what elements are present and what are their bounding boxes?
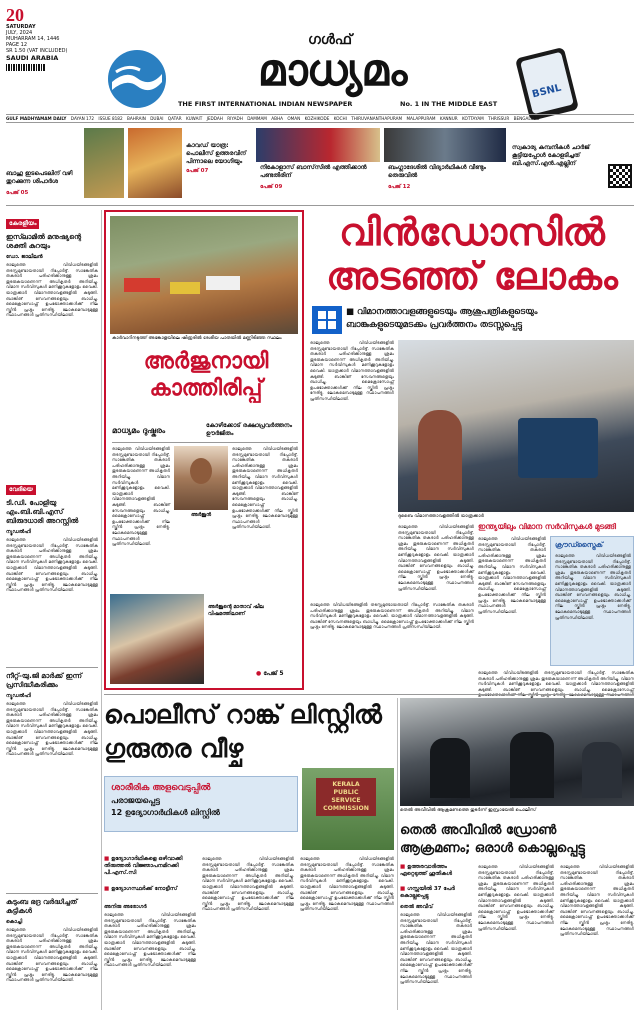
article-body: രാജ്യത്തെ വിവിധയിടങ്ങളിൽ തടസ്സമുണ്ടായതായി റിപ്പോർട്ട്. സാങ്കേതിക തകരാർ പരിഹരിക്കാനുള്ള ശ്രമം തുടരുകയാണെന്ന് അധികൃതർ അറിയിച്ചു. വിമാന സർവിസുകൾ മണിക്കൂറുകളോളം വൈകി. യാത്രക്കാർ വിമാനത്താവളങ്ങളിൽ കുടുങ്ങി. ബാങ്കിങ് സേവനങ്ങളെയും ബാധിച്ചു. മൈക്രോസോഫ്റ്റ് ഉപഭോക്താക്കൾക്ക് നീല സ്ക്രീൻ പ്രശ്നം നേരിട്ടു. ലോകമെമ്പാടുമുള്ള സ്ഥാപനങ്ങൾ പ്രതിസന്ധിയിലായി.	[6, 262, 98, 318]
date-line: JULY, 2024	[6, 30, 33, 36]
byline: ഡോ. ജാലീലൻ	[6, 254, 43, 260]
city-strip-item: ABHA	[271, 116, 284, 121]
photo-caption: കാർവാറിനടുത്ത് അങ്കോളയിലെ ഷിരൂരിൽ ദേശീയ പാതയിൽ മണ്ണിടിഞ്ഞ സ്ഥലം	[112, 336, 282, 341]
article-body: രാജ്യത്തെ വിവിധയിടങ്ങളിൽ തടസ്സമുണ്ടായതായി റിപ്പോർട്ട്. സാങ്കേതിക തകരാർ പരിഹരിക്കാനുള്ള ശ്രമം തുടരുകയാണെന്ന് അധികൃതർ അറിയിച്ചു. വിമാന സർവിസുകൾ മണിക്കൂറുകളോളം വൈകി. യാത്രക്കാർ വിമാനത്താവളങ്ങളിൽ കുടുങ്ങി. ബാങ്കിങ് സേവനങ്ങളെയും ബാധിച്ചു. മൈക്രോസോഫ്റ്റ് ഉപഭോക്താക്കൾക്ക് നീല സ്ക്രീൻ പ്രശ്നം നേരിട്ടു. ലോകമെമ്പാടുമുള്ള സ്ഥാപനങ്ങൾ പ്രതിസന്ധിയിലായി.	[310, 602, 474, 630]
teaser-item[interactable]: സ്വകാര്യ കമ്പനികൾ ചാർജ് കൂട്ടിയപ്പോൾ കോളടിച്ചത് ബി.എസ്.എൻ.എല്ലിന്	[508, 126, 634, 202]
barcode	[6, 64, 46, 71]
article-body: രാജ്യത്തെ വിവിധയിടങ്ങളിൽ തടസ്സമുണ്ടായതായി റിപ്പോർട്ട്. സാങ്കേതിക തകരാർ പരിഹരിക്കാനുള്ള ശ്രമം തുടരുകയാണെന്ന് അധികൃതർ അറിയിച്ചു. വിമാന സർവിസുകൾ മണിക്കൂറുകളോളം വൈകി. യാത്രക്കാർ വിമാനത്താവളങ്ങളിൽ കുടുങ്ങി. ബാങ്കിങ് സേവനങ്ങളെയും ബാധിച്ചു. മൈക്രോസോഫ്റ്റ് ഉപഭോക്താക്കൾക്ക് നീല സ്ക്രീൻ പ്രശ്നം നേരിട്ടു. ലോകമെമ്പാടുമുള്ള സ്ഥാപനങ്ങൾ പ്രതിസന്ധിയിലായി.	[112, 446, 170, 547]
city-strip-item: JEDDAH	[206, 116, 223, 121]
kicker: കോഴിക്കോട് രക്ഷാപ്രവർത്തനം ഊർജിതം	[206, 422, 293, 437]
police-headline-line1[interactable]: പൊലീസ് റാങ്ക് ലിസ്റ്റിൽ	[104, 700, 382, 729]
tagline-right: No. 1 IN THE MIDDLE EAST	[400, 100, 498, 108]
bullet-icon: ■	[346, 307, 355, 317]
mother-photo	[110, 594, 204, 684]
city-strip	[6, 114, 634, 123]
city-strip-item: DAMMAM	[247, 116, 267, 121]
byline: ന്യൂഡൽഹി	[6, 529, 31, 535]
bullet-item: ■ ഉദ്യോഗസ്ഥർക്ക് നോട്ടീസ്	[104, 886, 178, 892]
byline: തെൽ അവീവ്	[400, 904, 433, 910]
byline: അനിരു അരോഗർ	[104, 904, 147, 910]
byline: ന്യൂഡൽഹി	[6, 693, 31, 699]
city-strip-item: KANNUR	[439, 116, 458, 121]
crowdstrike-tag: ക്രൗഡ്സ്ട്രൈക്	[555, 541, 603, 549]
article-body: രാജ്യത്തെ വിവിധയിടങ്ങളിൽ തടസ്സമുണ്ടായതായി റിപ്പോർട്ട്. സാങ്കേതിക തകരാർ പരിഹരിക്കാനുള്ള ശ്രമം തുടരുകയാണെന്ന് അധികൃതർ അറിയിച്ചു. വിമാന സർവിസുകൾ മണിക്കൂറുകളോളം വൈകി. യാത്രക്കാർ വിമാനത്താവളങ്ങളിൽ കുടുങ്ങി. ബാങ്കിങ് സേവനങ്ങളെയും ബാധിച്ചു. മൈക്രോസോഫ്റ്റ് ഉപഭോക്താക്കൾക്ക് നീല സ്ക്രീൻ പ്രശ്നം നേരിട്ടു. ലോകമെമ്പാടുമുള്ള സ്ഥാപനങ്ങൾ പ്രതിസന്ധിയിലായി.	[555, 553, 631, 620]
section-tag: കേരളീയം	[6, 219, 39, 229]
police-headline-line2[interactable]: ഗുരുതര വീഴ്ച	[104, 734, 244, 763]
article-title[interactable]: ടി.ഡി. പോളിയു എം.ബി.ബി.എസ് ബിരുദധാരി അറസ്റ്റിൽ	[6, 499, 79, 525]
main-headline-line2[interactable]: അടഞ്ഞ് ലോകം	[326, 254, 618, 298]
article-title[interactable]: നീറ്റ്-യു.ജി മാർക്ക് ഇന്ന് പ്രസിദ്ധീകരിക്കും	[6, 667, 98, 690]
bullet-item: ■ ഉത്തരവാദിത്തം ഏറ്റെടുത്ത് ഹൂതികൾ	[400, 864, 452, 877]
police-photo	[400, 698, 634, 806]
city-strip-item: GULF MADHYAMAM DAILY	[6, 116, 67, 121]
left-column	[6, 210, 98, 1010]
article-body: രാജ്യത്തെ വിവിധയിടങ്ങളിൽ തടസ്സമുണ്ടായതായി റിപ്പോർട്ട്. സാങ്കേതിക തകരാർ പരിഹരിക്കാനുള്ള ശ്രമം തുടരുകയാണെന്ന് അധികൃതർ അറിയിച്ചു. വിമാന സർവിസുകൾ മണിക്കൂറുകളോളം വൈകി. യാത്രക്കാർ വിമാനത്താവളങ്ങളിൽ കുടുങ്ങി. ബാങ്കിങ് സേവനങ്ങളെയും ബാധിച്ചു. മൈക്രോസോഫ്റ്റ് ഉപഭോക്താക്കൾക്ക് നീല സ്ക്രീൻ പ്രശ്നം നേരിട്ടു. ലോകമെമ്പാടുമുള്ള സ്ഥാപനങ്ങൾ പ്രതിസന്ധിയിലായി.	[400, 912, 472, 985]
police-story	[104, 698, 394, 1010]
city-strip-item: MALAPPURAM	[406, 116, 436, 121]
article-body: രാജ്യത്തെ വിവിധയിടങ്ങളിൽ തടസ്സമുണ്ടായതായി റിപ്പോർട്ട്. സാങ്കേതിക തകരാർ പരിഹരിക്കാനുള്ള ശ്രമം തുടരുകയാണെന്ന് അധികൃതർ അറിയിച്ചു. വിമാന സർവിസുകൾ മണിക്കൂറുകളോളം വൈകി. യാത്രക്കാർ വിമാനത്താവളങ്ങളിൽ കുടുങ്ങി. ബാങ്കിങ് സേവനങ്ങളെയും ബാധിച്ചു. മൈക്രോസോഫ്റ്റ് ഉപഭോക്താക്കൾക്ക് നീല സ്ക്രീൻ പ്രശ്നം നേരിട്ടു. ലോകമെമ്പാടുമുള്ള സ്ഥാപനങ്ങൾ പ്രതിസന്ധിയിലായി.	[310, 340, 394, 401]
main-headline-line1[interactable]: വിൻഡോസിൽ	[339, 210, 605, 254]
teaser-strip	[6, 126, 634, 204]
bullet-icon: ■	[104, 856, 110, 862]
tagline-left: THE FIRST INTERNATIONAL INDIAN NEWSPAPER	[178, 100, 353, 108]
page-reference[interactable]: ● പേജ് 5	[256, 670, 284, 677]
box-line: ശാരീരിക അളവെടുപ്പിൽ	[111, 783, 211, 793]
date-line: PAGE 12	[6, 42, 28, 48]
article-body: രാജ്യത്തെ വിവിധയിടങ്ങളിൽ തടസ്സമുണ്ടായതായി റിപ്പോർട്ട്. സാങ്കേതിക തകരാർ പരിഹരിക്കാനുള്ള ശ്രമം തുടരുകയാണെന്ന് അധികൃതർ അറിയിച്ചു. വിമാന സർവിസുകൾ മണിക്കൂറുകളോളം വൈകി. യാത്രക്കാർ വിമാനത്താവളങ്ങളിൽ കുടുങ്ങി. ബാങ്കിങ് സേവനങ്ങളെയും ബാധിച്ചു. മൈക്രോസോഫ്റ്റ് ഉപഭോക്താക്കൾക്ക് നീല സ്ക്രീൻ പ്രശ്നം നേരിട്ടു. ലോകമെമ്പാടുമുള്ള സ്ഥാപനങ്ങൾ പ്രതിസന്ധിയിലായി.	[232, 446, 298, 530]
date-block	[6, 6, 96, 71]
article-body: രാജ്യത്തെ വിവിധയിടങ്ങളിൽ തടസ്സമുണ്ടായതായി റിപ്പോർട്ട്. സാങ്കേതിക തകരാർ പരിഹരിക്കാനുള്ള ശ്രമം തുടരുകയാണെന്ന് അധികൃതർ അറിയിച്ചു. വിമാന സർവിസുകൾ മണിക്കൂറുകളോളം വൈകി. യാത്രക്കാർ വിമാനത്താവളങ്ങളിൽ കുടുങ്ങി. ബാങ്കിങ് സേവനങ്ങളെയും ബാധിച്ചു. മൈക്രോസോഫ്റ്റ് ഉപഭോക്താക്കൾക്ക് നീല സ്ക്രീൻ പ്രശ്നം നേരിട്ടു. ലോകമെമ്പാടുമുള്ള സ്ഥാപനങ്ങൾ പ്രതിസന്ധിയിലായി.	[104, 912, 196, 968]
city-strip-item: BENGALURU	[513, 116, 540, 121]
masthead-title: മാധ്യമം	[257, 45, 407, 96]
article-body: രാജ്യത്തെ വിവിധയിടങ്ങളിൽ തടസ്സമുണ്ടായതായി റിപ്പോർട്ട്. സാങ്കേതിക തകരാർ പരിഹരിക്കാനുള്ള ശ്രമം തുടരുകയാണെന്ന് അധികൃതർ അറിയിച്ചു. വിമാന സർവിസുകൾ മണിക്കൂറുകളോളം വൈകി. യാത്രക്കാർ വിമാനത്താവളങ്ങളിൽ കുടുങ്ങി. ബാങ്കിങ് സേവനങ്ങളെയും ബാധിച്ചു. മൈക്രോസോഫ്റ്റ് ഉപഭോക്താക്കൾക്ക് നീല സ്ക്രീൻ പ്രശ്നം നേരിട്ടു. ലോകമെമ്പാടുമുള്ള സ്ഥാപനങ്ങൾ പ്രതിസന്ധിയിലായി.	[478, 536, 546, 614]
city-strip-item: BAHRAIN	[126, 116, 146, 121]
portrait-label: അർജുൻ	[190, 512, 212, 518]
date-line: SATURDAY	[6, 24, 36, 30]
city-strip-item: RIYADH	[227, 116, 243, 121]
article-body: രാജ്യത്തെ വിവിധയിടങ്ങളിൽ തടസ്സമുണ്ടായതായി റിപ്പോർട്ട്. സാങ്കേതിക തകരാർ പരിഹരിക്കാനുള്ള ശ്രമം തുടരുകയാണെന്ന് അധികൃതർ അറിയിച്ചു. വിമാന സർവിസുകൾ മണിക്കൂറുകളോളം വൈകി. യാത്രക്കാർ വിമാനത്താവളങ്ങളിൽ കുടുങ്ങി. ബാങ്കിങ് സേവനങ്ങളെയും ബാധിച്ചു. മൈക്രോസോഫ്റ്റ് ഉപഭോക്താക്കൾക്ക് നീല സ്ക്രീൻ പ്രശ്നം നേരിട്ടു. ലോകമെമ്പാടുമുള്ള സ്ഥാപനങ്ങൾ പ്രതിസന്ധിയിലായി.	[300, 856, 394, 912]
bullet-item: ■ ഗസ്സയിൽ 37 പേർ കൊല്ലപ്പെട്ടു	[400, 886, 455, 899]
teaser-item[interactable]: ബാഹു ഇടപെടലിന് വഴി തുറക്കുന്ന ശിപാർശ പേജ് 05	[6, 126, 124, 202]
subheadline: ■ വിമാനത്താവളങ്ങളുടെയും ആശുപത്രികളുടെയും ബാങ്കുകളുടെയുമടക്കം പ്രവർത്തനം തടസ്സപ്പെട്ടു	[346, 307, 538, 330]
drone-story	[400, 698, 634, 1010]
crowdstrike-box	[550, 536, 634, 666]
article-body: രാജ്യത്തെ വിവിധയിടങ്ങളിൽ തടസ്സമുണ്ടായതായി റിപ്പോർട്ട്. സാങ്കേതിക തകരാർ പരിഹരിക്കാനുള്ള ശ്രമം തുടരുകയാണെന്ന് അധികൃതർ അറിയിച്ചു. വിമാന സർവിസുകൾ മണിക്കൂറുകളോളം വൈകി. യാത്രക്കാർ വിമാനത്താവളങ്ങളിൽ കുടുങ്ങി. ബാങ്കിങ് സേവനങ്ങളെയും ബാധിച്ചു. മൈക്രോസോഫ്റ്റ് ഉപഭോക്താക്കൾക്ക് നീല സ്ക്രീൻ പ്രശ്നം നേരിട്ടു. ലോകമെമ്പാടുമുള്ള സ്ഥാപനങ്ങൾ പ്രതിസന്ധിയിലായി.	[478, 864, 554, 931]
box-line: 12 ഉദ്യോഗാർഥികൾ ലിസ്റ്റിൽ	[111, 808, 220, 817]
city-strip-item: THRISSUR	[488, 116, 510, 121]
section-tag: വേദിയെ	[6, 485, 36, 495]
edition-tag: ഗൾഫ്	[307, 32, 353, 48]
box-line: പരാജയപ്പെട്ട	[111, 796, 160, 805]
date-day: 20	[6, 5, 24, 25]
arrow-icon: ●	[256, 670, 262, 677]
article-title[interactable]: ഇസ്‍ലാമിൽ മനുഷ്യന്റെ ശക്തി കുറയും	[6, 233, 82, 250]
article-body: രാജ്യത്തെ വിവിധയിടങ്ങളിൽ തടസ്സമുണ്ടായതായി റിപ്പോർട്ട്. സാങ്കേതിക തകരാർ പരിഹരിക്കാനുള്ള ശ്രമം തുടരുകയാണെന്ന് അധികൃതർ അറിയിച്ചു. വിമാന സർവിസുകൾ മണിക്കൂറുകളോളം വൈകി. യാത്രക്കാർ വിമാനത്താവളങ്ങളിൽ കുടുങ്ങി. ബാങ്കിങ് സേവനങ്ങളെയും ബാധിച്ചു. മൈക്രോസോഫ്റ്റ് ഉപഭോക്താക്കൾക്ക് നീല സ്ക്രീൻ പ്രശ്നം നേരിട്ടു. ലോകമെമ്പാടുമുള്ള സ്ഥാപനങ്ങൾ പ്രതിസന്ധിയിലായി.	[202, 856, 294, 912]
bsnl-logo: BSNL	[531, 82, 563, 101]
date-line: MUHARRAM 14, 1446	[6, 36, 60, 42]
city-strip-item: KOCHI	[333, 116, 347, 121]
byline: കൊച്ചി	[6, 919, 23, 925]
photo-caption: ദുബൈ വിമാനത്താവളത്തിൽ യാത്രക്കാർ	[398, 514, 484, 519]
city-strip-item: ISSUE 8182	[98, 116, 123, 121]
bullet-item: ■ ഉദ്യോഗാർഥികളെ ഒഴിവാക്കി തിരുത്തൽ വിജ്ഞാപനമിറക്കി പി.എസ്.സി	[104, 856, 183, 876]
article-body: രാജ്യത്തെ വിവിധയിടങ്ങളിൽ തടസ്സമുണ്ടായതായി റിപ്പോർട്ട്. സാങ്കേതിക തകരാർ പരിഹരിക്കാനുള്ള ശ്രമം തുടരുകയാണെന്ന് അധികൃതർ അറിയിച്ചു. വിമാന സർവിസുകൾ മണിക്കൂറുകളോളം വൈകി. യാത്രക്കാർ വിമാനത്താവളങ്ങളിൽ കുടുങ്ങി. ബാങ്കിങ് സേവനങ്ങളെയും ബാധിച്ചു. മൈക്രോസോഫ്റ്റ് ഉപഭോക്താക്കൾക്ക് നീല സ്ക്രീൻ പ്രശ്നം നേരിട്ടു. ലോകമെമ്പാടുമുള്ള സ്ഥാപനങ്ങൾ പ്രതിസന്ധിയിലായി.	[6, 537, 98, 593]
airport-photo	[398, 340, 634, 512]
city-strip-item: KOZHIKODE	[304, 116, 330, 121]
arjun-portrait	[174, 446, 228, 510]
psc-board-image	[302, 768, 394, 850]
city-strip-item: THIRUVANANTHAPURAM	[351, 116, 403, 121]
city-strip-item: KUWAIT	[185, 116, 203, 121]
article-body: രാജ്യത്തെ വിവിധയിടങ്ങളിൽ തടസ്സമുണ്ടായതായി റിപ്പോർട്ട്. സാങ്കേതിക തകരാർ പരിഹരിക്കാനുള്ള ശ്രമം തുടരുകയാണെന്ന് അധികൃതർ അറിയിച്ചു. വിമാന സർവിസുകൾ മണിക്കൂറുകളോളം വൈകി. യാത്രക്കാർ വിമാനത്താവളങ്ങളിൽ കുടുങ്ങി. ബാങ്കിങ് സേവനങ്ങളെയും ബാധിച്ചു. മൈക്രോസോഫ്റ്റ് ഉപഭോക്താക്കൾക്ക് നീല സ്ക്രീൻ പ്രശ്നം നേരിട്ടു. ലോകമെമ്പാടുമുള്ള സ്ഥാപനങ്ങൾ പ്രതിസന്ധിയിലായി.	[6, 927, 98, 983]
windows-logo-icon	[312, 306, 342, 334]
byline-banner: മാധ്യമം ദുഷ്കരം	[112, 426, 166, 435]
date-line: SR 1.50 (VAT INCLUDED)	[6, 48, 68, 54]
drone-headline-line1[interactable]: തെൽ അവീവിൽ ഡ്രോൺ	[400, 823, 557, 838]
section-headline[interactable]: ഇന്ത്യയിലും വിമാന സർവിസുകൾ മുടങ്ങി	[478, 522, 617, 531]
drone-headline-line2[interactable]: ആക്രമണം; ഒരാൾ കൊല്ലപ്പെട്ടു	[400, 841, 585, 856]
city-strip-item: OMAN	[287, 116, 301, 121]
article-body: രാജ്യത്തെ വിവിധയിടങ്ങളിൽ തടസ്സമുണ്ടായതായി റിപ്പോർട്ട്. സാങ്കേതിക തകരാർ പരിഹരിക്കാനുള്ള ശ്രമം തുടരുകയാണെന്ന് അധികൃതർ അറിയിച്ചു. വിമാന സർവിസുകൾ മണിക്കൂറുകളോളം വൈകി. യാത്രക്കാർ വിമാനത്താവളങ്ങളിൽ കുടുങ്ങി. ബാങ്കിങ് സേവനങ്ങളെയും ബാധിച്ചു. മൈക്രോസോഫ്റ്റ് ഉപഭോക്താക്കൾക്ക് നീല സ്ക്രീൻ പ്രശ്നം നേരിട്ടു. ലോകമെമ്പാടുമുള്ള സ്ഥാപനങ്ങൾ പ്രതിസന്ധിയിലായി.	[6, 701, 98, 757]
photo-caption: അർജുന്റെ മാതാവ് ഷീല വിഷമത്തിലാണ്	[208, 604, 264, 617]
landslide-photo	[110, 216, 298, 334]
bullet-icon: ■	[104, 886, 110, 892]
highlight-box	[104, 776, 298, 832]
teaser-item[interactable]: കാവഡ് യാത്ര: പൊലീസ് ഉത്തരവിന് പിന്നാലെ യോഗിയും പേജ് 07	[128, 126, 254, 202]
teaser-item[interactable]: നികോളാസ് ബാസ്‌സിൽ എത്തിക്കാൻ പണ്ടതിരിന് പേജ് 09	[256, 126, 380, 202]
psc-board-text: KERALA PUBLIC SERVICE COMMISSION	[316, 778, 376, 816]
teaser-item[interactable]: ബംഗ്ലാദേശിൽ വിദ്യാർഥികൾ വീണ്ടും തെരുവിൽ പേജ് 12	[384, 126, 506, 202]
qr-code-icon	[608, 164, 632, 188]
article-body: രാജ്യത്തെ വിവിധയിടങ്ങളിൽ തടസ്സമുണ്ടായതായി റിപ്പോർട്ട്. സാങ്കേതിക തകരാർ പരിഹരിക്കാനുള്ള ശ്രമം തുടരുകയാണെന്ന് അധികൃതർ അറിയിച്ചു. വിമാന സർവിസുകൾ മണിക്കൂറുകളോളം വൈകി. യാത്രക്കാർ വിമാനത്താവളങ്ങളിൽ കുടുങ്ങി. ബാങ്കിങ് സേവനങ്ങളെയും ബാധിച്ചു. മൈക്രോസോഫ്റ്റ് ഉപഭോക്താക്കൾക്ക് നീല സ്ക്രീൻ പ്രശ്നം നേരിട്ടു. ലോകമെമ്പാടുമുള്ള സ്ഥാപനങ്ങൾ പ്രതിസന്ധിയിലായി.	[398, 524, 474, 591]
globe-logo-icon	[106, 48, 168, 110]
city-strip-item: KOTTAYAM	[462, 116, 484, 121]
masthead	[0, 0, 640, 120]
city-strip-item: DAYAN 172	[70, 116, 95, 121]
bullet-icon: ■	[400, 886, 406, 892]
article-body: രാജ്യത്തെ വിവിധയിടങ്ങളിൽ തടസ്സമുണ്ടായതായി റിപ്പോർട്ട്. സാങ്കേതിക തകരാർ പരിഹരിക്കാനുള്ള ശ്രമം തുടരുകയാണെന്ന് അധികൃതർ അറിയിച്ചു. വിമാന സർവിസുകൾ മണിക്കൂറുകളോളം വൈകി. യാത്രക്കാർ വിമാനത്താവളങ്ങളിൽ കുടുങ്ങി. ബാങ്കിങ് സേവനങ്ങളെയും ബാധിച്ചു. മൈക്രോസോഫ്റ്റ്	[478, 670, 634, 692]
arjun-headline[interactable]: അർജുനായി കാത്തിരിപ്പ്	[143, 349, 269, 401]
article-title[interactable]: കുടുംബ ഭദ്ര വർദ്ധിച്ചത് കുട്ടികൾ	[6, 893, 98, 916]
country-label: SAUDI ARABIA	[6, 54, 59, 62]
windows-story	[310, 210, 634, 690]
article-body: രാജ്യത്തെ വിവിധയിടങ്ങളിൽ തടസ്സമുണ്ടായതായി റിപ്പോർട്ട്. സാങ്കേതിക തകരാർ പരിഹരിക്കാനുള്ള ശ്രമം തുടരുകയാണെന്ന് അധികൃതർ അറിയിച്ചു. വിമാന സർവിസുകൾ മണിക്കൂറുകളോളം വൈകി. യാത്രക്കാർ വിമാനത്താവളങ്ങളിൽ കുടുങ്ങി. ബാങ്കിങ് സേവനങ്ങളെയും ബാധിച്ചു. മൈക്രോസോഫ്റ്റ് ഉപഭോക്താക്കൾക്ക് നീല സ്ക്രീൻ പ്രശ്നം നേരിട്ടു. ലോകമെമ്പാടുമുള്ള സ്ഥാപനങ്ങൾ പ്രതിസന്ധിയിലായി.	[560, 864, 634, 937]
photo-caption: തെൽ അവീവിൽ ആക്രമണത്തെ തുടർന്ന് ഇസ്രായേൽ പൊലീസ്	[400, 808, 537, 813]
city-strip-item: DUBAI	[150, 116, 164, 121]
bullet-icon: ■	[400, 864, 406, 870]
city-strip-item: QATAR	[167, 116, 182, 121]
bsnl-phone-image	[508, 52, 584, 122]
arjun-story	[104, 210, 304, 690]
